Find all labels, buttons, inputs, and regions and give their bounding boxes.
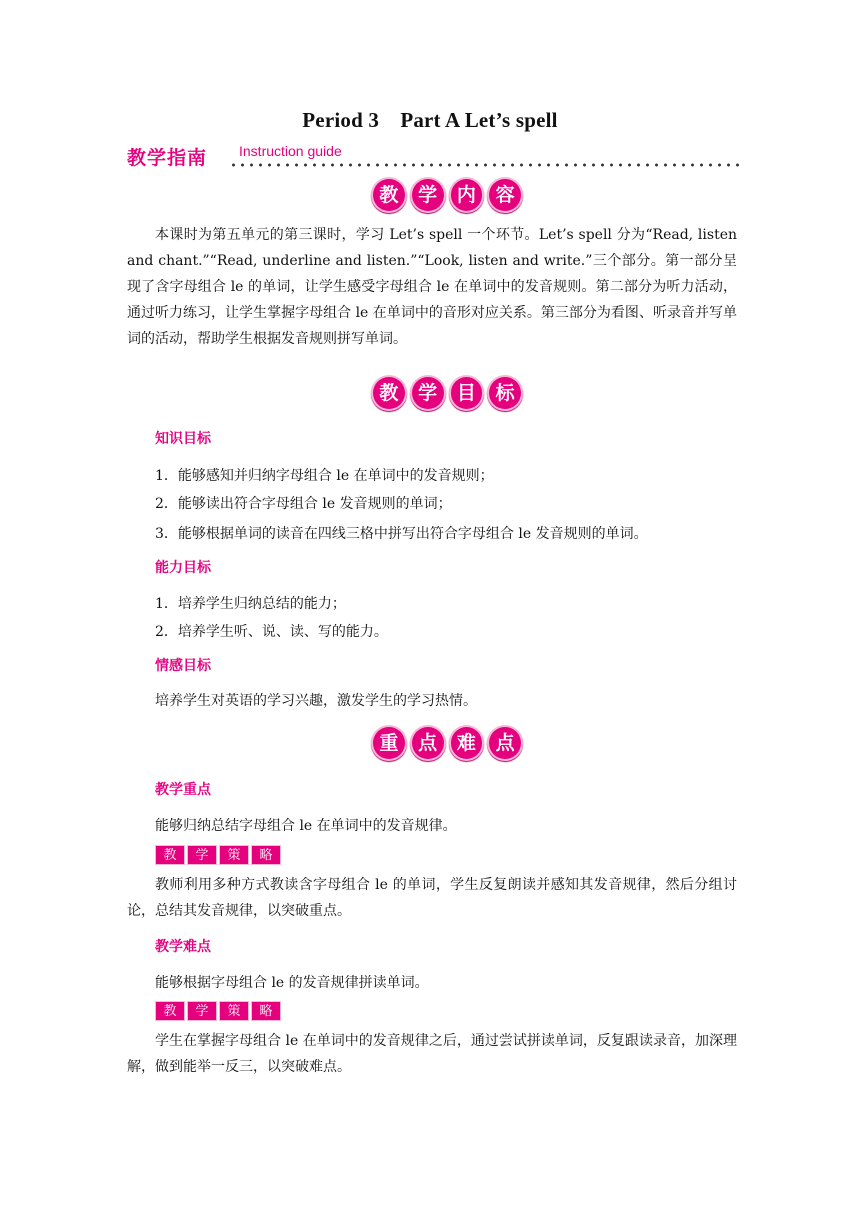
- strategy-badge: [155, 1001, 281, 1021]
- strategy-char: 策: [219, 1001, 249, 1021]
- emotion-heading: 情感目标: [155, 658, 211, 674]
- badge-char: 教: [371, 177, 407, 213]
- guide-title-cn: 教学指南: [127, 147, 208, 169]
- badge-char: 标: [487, 375, 523, 411]
- dotted-divider: [229, 162, 739, 168]
- strategy-char: 学: [187, 1001, 217, 1021]
- knowledge-item: 3．能够根据单词的读音在四线三格中拼写出符合字母组合 le 发音规则的单词。: [155, 526, 648, 542]
- emotion-text: 培养学生对英语的学习兴趣，激发学生的学习热情。: [155, 693, 477, 709]
- badge-char: 内: [449, 177, 485, 213]
- strategy-badge: [155, 845, 281, 865]
- difficult-text: 能够根据字母组合 le 的发音规律拼读单词。: [155, 975, 429, 991]
- badge-char: 教: [371, 375, 407, 411]
- badge-char: 学: [410, 375, 446, 411]
- badge-char: 重: [371, 725, 407, 761]
- badge-char: 点: [410, 725, 446, 761]
- section-badge-goals: [371, 375, 523, 411]
- badge-char: 难: [449, 725, 485, 761]
- instruction-guide-header: [127, 143, 739, 169]
- strategy-char: 教: [155, 845, 185, 865]
- strategy-char: 学: [187, 845, 217, 865]
- guide-title-en: Instruction guide: [239, 143, 342, 159]
- ability-heading: 能力目标: [155, 560, 211, 576]
- knowledge-item: 1．能够感知并归纳字母组合 le 在单词中的发音规则；: [155, 468, 494, 484]
- badge-char: 学: [410, 177, 446, 213]
- ability-item: 1．培养学生归纳总结的能力；: [155, 596, 346, 612]
- badge-char: 点: [487, 725, 523, 761]
- key-strategy-text: 教师利用多种方式教读含字母组合 le 的单词，学生反复朗读并感知其发音规律，然后分组讨论，总结其发音规律，以突破重点。: [127, 877, 737, 919]
- difficult-strategy-text: 学生在掌握字母组合 le 在单词中的发音规律之后，通过尝试拼读单词，反复跟读录音，加深理解，做到能举一反三，以突破难点。: [127, 1033, 737, 1075]
- section-badge-content: [371, 177, 523, 213]
- knowledge-heading: 知识目标: [155, 431, 211, 447]
- difficult-heading: 教学难点: [155, 939, 211, 955]
- badge-char: 容: [487, 177, 523, 213]
- strategy-char: 略: [251, 845, 281, 865]
- knowledge-item: 2．能够读出符合字母组合 le 发音规则的单词；: [155, 496, 452, 512]
- badge-char: 目: [449, 375, 485, 411]
- key-text: 能够归纳总结字母组合 le 在单词中的发音规律。: [155, 818, 457, 834]
- intro-paragraph: 本课时为第五单元的第三课时，学习 Let’s spell 一个环节。Let’s spell 分为“Read, listen and chant.”“Read, underline and listen.”“Look, listen and write.”三个部分。第一部分呈现了含字母组合 le 的单词，让学生感受字母组合 le 在单词中的发音规则。第二部分为听力活动，通过听力练习，让学生掌握字母组合 le 在单词中的音形对应关系。第三部分为看图、听录音并写单词的活动，帮助学生根据发音规则拼写单词。: [127, 227, 737, 347]
- ability-item: 2．培养学生听、说、读、写的能力。: [155, 624, 388, 640]
- page-title: Period 3 Part A Let’s spell: [302, 108, 558, 132]
- section-badge-key: [371, 725, 523, 761]
- key-heading: 教学重点: [155, 782, 211, 798]
- strategy-char: 策: [219, 845, 249, 865]
- strategy-char: 教: [155, 1001, 185, 1021]
- strategy-char: 略: [251, 1001, 281, 1021]
